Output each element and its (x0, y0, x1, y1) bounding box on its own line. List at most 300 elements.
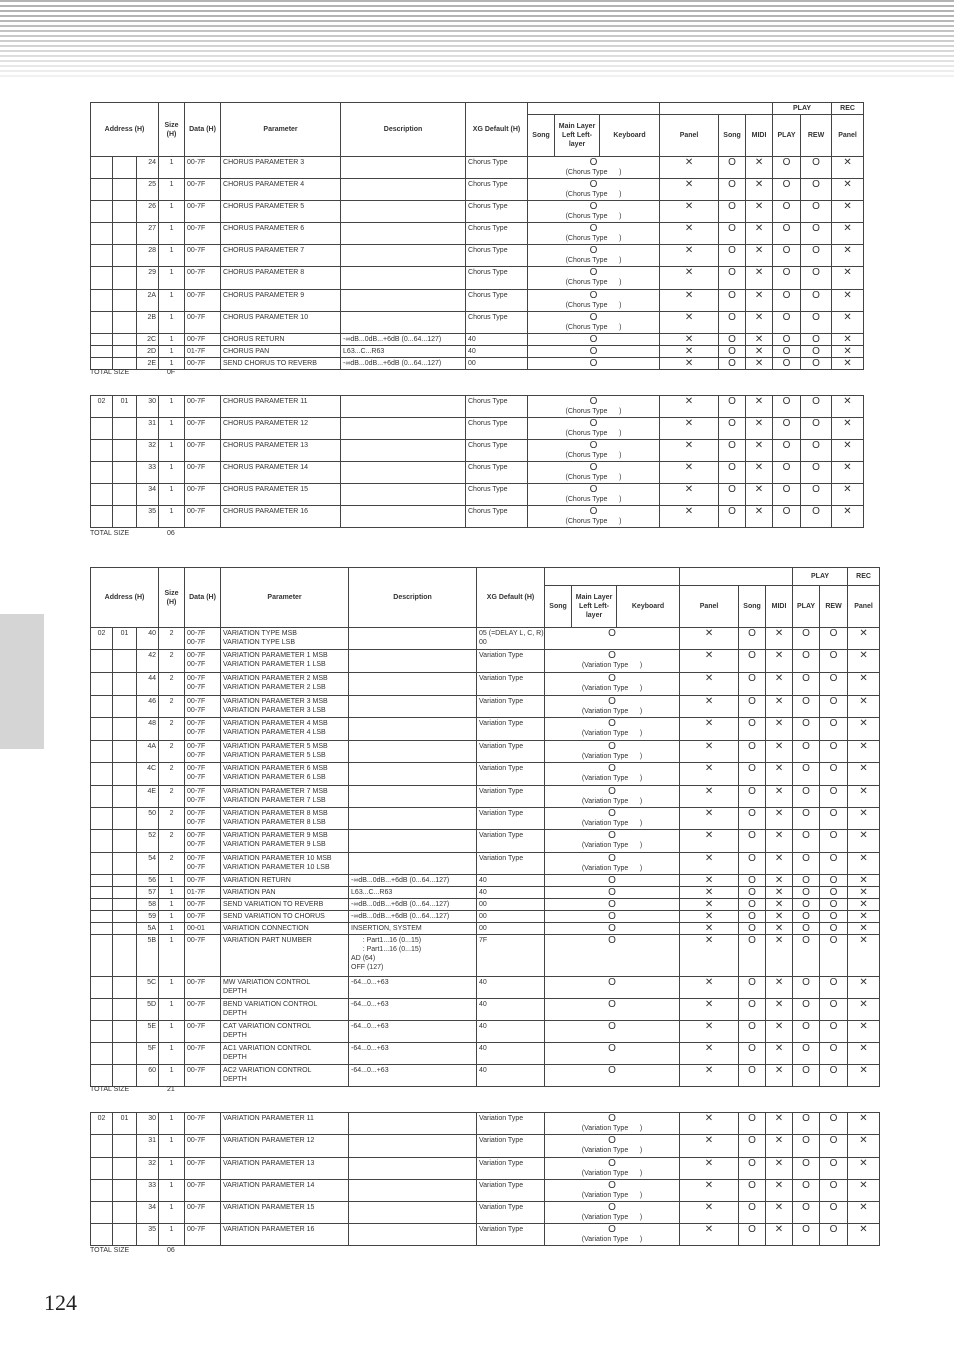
xg-default-cell: Chorus Type (466, 267, 528, 290)
cross-icon-panel: ✕ (680, 786, 739, 808)
address-lo: 33 (137, 1180, 159, 1202)
cross-icon-panel: ✕ (660, 223, 719, 245)
part-assign-cell (528, 358, 660, 370)
type-note: (Variation Type ) (581, 1170, 643, 1177)
description-cell (341, 179, 466, 201)
circle-icon-play: O (793, 718, 820, 741)
part-assign-cell (545, 875, 680, 887)
xg-default-cell: Chorus Type (466, 201, 528, 223)
header-blank (660, 103, 773, 115)
cross-icon-midi: ✕ (746, 179, 773, 201)
size-cell: 1 (159, 290, 185, 312)
header-size: Size (H) (159, 568, 185, 628)
address-hi (91, 650, 113, 673)
circle-icon-song: O (739, 808, 766, 830)
part-assign-cell (545, 923, 680, 935)
address-lo: 40 (137, 628, 159, 650)
cross-icon-midi: ✕ (766, 650, 793, 673)
cross-icon-rec-panel: ✕ (848, 911, 880, 923)
table-row (91, 923, 880, 935)
circle-icon-rew: O (820, 650, 848, 673)
circle-icon-song: O (739, 1043, 766, 1065)
table-row (91, 418, 864, 440)
circle-icon-song: O (719, 179, 746, 201)
circle-icon: O (589, 484, 598, 495)
circle-icon-rew: O (801, 223, 832, 245)
xg-default-cell: Chorus Type (466, 440, 528, 462)
circle-icon-rew: O (801, 312, 832, 334)
xg-default-cell: Variation Type (477, 1202, 545, 1224)
cross-icon-midi: ✕ (746, 334, 773, 346)
circle-icon-play: O (793, 935, 820, 977)
circle-icon-play: O (793, 1224, 820, 1246)
page-number: 124 (44, 1290, 77, 1315)
cross-icon-midi: ✕ (766, 1135, 793, 1158)
address-hi (91, 977, 113, 999)
parameter-cell: VARIATION PARAMETER 1 MSB VARIATION PARAMETER 1 LSB (221, 650, 349, 673)
size-cell: 2 (159, 650, 185, 673)
circle-icon-rew: O (801, 179, 832, 201)
address-mid (113, 1224, 137, 1246)
cross-icon-panel: ✕ (660, 179, 719, 201)
cross-icon-rec-panel: ✕ (848, 1180, 880, 1202)
cross-icon-midi: ✕ (766, 923, 793, 935)
header-data: Data (H) (185, 103, 221, 157)
table-row (91, 245, 864, 267)
total-size-label: TOTAL SIZE (90, 1247, 130, 1254)
cross-icon-midi: ✕ (746, 267, 773, 290)
parameter-cell: VARIATION PARAMETER 2 MSB VARIATION PARAMETER 2 LSB (221, 673, 349, 696)
circle-icon: O (608, 977, 616, 988)
address-mid (113, 1043, 137, 1065)
part-assign-cell (545, 935, 680, 977)
cross-icon-panel: ✕ (680, 741, 739, 763)
cross-icon-rec-panel: ✕ (848, 763, 880, 786)
description-cell (341, 484, 466, 506)
description-cell (341, 312, 466, 334)
data-range-cell: 00-7F 00-7F (185, 808, 221, 830)
data-range-cell: 00-7F (185, 201, 221, 223)
cross-icon-panel: ✕ (680, 875, 739, 887)
table-row (91, 830, 880, 853)
address-lo: 42 (137, 650, 159, 673)
data-range-cell: 00-7F (185, 1180, 221, 1202)
xg-default-cell: Chorus Type (466, 418, 528, 440)
cross-icon-rec-panel: ✕ (848, 673, 880, 696)
cross-icon-midi: ✕ (746, 418, 773, 440)
description-cell: : Part1...16 (0...15) : Part1...16 (0...15) AD (64) OFF (127) (349, 935, 477, 977)
part-assign-cell (545, 741, 680, 763)
circle-icon-song: O (739, 853, 766, 875)
size-cell: 1 (159, 1065, 185, 1087)
address-mid (113, 358, 137, 370)
cross-icon-panel: ✕ (680, 1180, 739, 1202)
part-assign-cell (528, 396, 660, 418)
cross-icon-rec-panel: ✕ (832, 462, 864, 484)
circle-icon-song: O (719, 223, 746, 245)
size-cell: 2 (159, 763, 185, 786)
parameter-cell: VARIATION PAN (221, 887, 349, 899)
cross-icon-midi: ✕ (746, 396, 773, 418)
address-mid (113, 696, 137, 718)
data-range-cell: 00-7F (185, 1158, 221, 1180)
address-hi (91, 223, 113, 245)
circle-icon-rew: O (820, 911, 848, 923)
part-assign-cell (528, 201, 660, 223)
description-cell: -∞dB...0dB...+6dB (0...64...127) (349, 875, 477, 887)
circle-icon-play: O (773, 418, 801, 440)
address-lo: 26 (137, 201, 159, 223)
address-mid (113, 741, 137, 763)
cross-icon-midi: ✕ (766, 899, 793, 911)
circle-icon: O (608, 830, 616, 841)
address-hi (91, 245, 113, 267)
size-cell: 1 (159, 267, 185, 290)
description-cell: -∞dB...0dB...+6dB (0...64...127) (341, 334, 466, 346)
size-cell: 1 (159, 1180, 185, 1202)
circle-icon: O (589, 418, 598, 429)
circle-icon: O (589, 290, 598, 301)
address-mid (113, 346, 137, 358)
part-assign-cell (528, 267, 660, 290)
description-cell: -64...0...+63 (349, 977, 477, 999)
cross-icon-midi: ✕ (766, 673, 793, 696)
description-cell: -∞dB...0dB...+6dB (0...64...127) (349, 911, 477, 923)
circle-icon-song: O (719, 484, 746, 506)
address-mid (113, 290, 137, 312)
data-range-cell: 00-7F (185, 1113, 221, 1135)
xg-default-cell: 40 (477, 1021, 545, 1043)
circle-icon: O (608, 763, 616, 774)
type-note: (Variation Type ) (581, 730, 643, 737)
part-assign-cell (545, 718, 680, 741)
address-mid: 01 (113, 628, 137, 650)
address-mid (113, 1065, 137, 1087)
size-cell: 1 (159, 179, 185, 201)
type-note: (Variation Type ) (581, 1236, 643, 1243)
table-row (91, 1224, 880, 1246)
parameter-cell: CHORUS PARAMETER 5 (221, 201, 341, 223)
address-lo: 31 (137, 1135, 159, 1158)
header-rec-panel: Panel (832, 115, 864, 157)
cross-icon-midi: ✕ (766, 786, 793, 808)
parameter-cell: VARIATION CONNECTION (221, 923, 349, 935)
header-parameter: Parameter (221, 103, 341, 157)
data-range-cell: 00-7F (185, 484, 221, 506)
address-mid (113, 484, 137, 506)
cross-icon-midi: ✕ (766, 1158, 793, 1180)
table-row (91, 696, 880, 718)
address-hi (91, 1135, 113, 1158)
total-size-label: TOTAL SIZE (90, 1086, 130, 1093)
part-assign-cell (545, 763, 680, 786)
address-mid (113, 673, 137, 696)
size-cell: 1 (159, 312, 185, 334)
data-range-cell: 00-7F (185, 157, 221, 179)
xg-default-cell: Variation Type (477, 1224, 545, 1246)
cross-icon-rec-panel: ✕ (832, 506, 864, 528)
circle-icon-play: O (793, 911, 820, 923)
cross-icon-panel: ✕ (680, 999, 739, 1021)
header-play-sub: PLAY (773, 115, 801, 157)
part-assign-cell (528, 223, 660, 245)
part-assign-cell (528, 506, 660, 528)
cross-icon-rec-panel: ✕ (832, 245, 864, 267)
description-cell (349, 830, 477, 853)
xg-default-cell: Variation Type (477, 786, 545, 808)
circle-icon-song: O (719, 245, 746, 267)
table-row (91, 1021, 880, 1043)
circle-icon-song: O (739, 1202, 766, 1224)
type-note: (Variation Type ) (581, 775, 643, 782)
circle-icon-play: O (773, 334, 801, 346)
data-range-cell: 00-7F 00-7F (185, 650, 221, 673)
cross-icon-rec-panel: ✕ (832, 267, 864, 290)
data-range-cell: 00-7F (185, 312, 221, 334)
part-assign-cell (528, 462, 660, 484)
xg-default-cell: 00 (466, 358, 528, 370)
circle-icon: O (608, 853, 616, 864)
type-note: (Chorus Type ) (565, 279, 622, 286)
description-cell (349, 808, 477, 830)
circle-icon: O (589, 201, 598, 212)
cross-icon-midi: ✕ (766, 911, 793, 923)
circle-icon: O (589, 267, 598, 278)
address-mid (113, 179, 137, 201)
data-range-cell: 01-7F (185, 887, 221, 899)
description-cell: INSERTION, SYSTEM (349, 923, 477, 935)
address-lo: 5C (137, 977, 159, 999)
size-cell: 1 (159, 484, 185, 506)
circle-icon-play: O (793, 999, 820, 1021)
circle-icon-song: O (719, 157, 746, 179)
parameter-cell: VARIATION RETURN (221, 875, 349, 887)
address-lo: 32 (137, 440, 159, 462)
parameter-cell: VARIATION PARAMETER 9 MSB VARIATION PARAMETER 9 LSB (221, 830, 349, 853)
address-hi (91, 911, 113, 923)
description-cell (349, 718, 477, 741)
address-lo: 24 (137, 157, 159, 179)
data-range-cell: 00-01 (185, 923, 221, 935)
description-cell (349, 1202, 477, 1224)
cross-icon-panel: ✕ (680, 808, 739, 830)
circle-icon-play: O (773, 201, 801, 223)
address-hi (91, 506, 113, 528)
header-xg-default: XG Default (H) (477, 568, 545, 628)
cross-icon-rec-panel: ✕ (832, 334, 864, 346)
parameter-cell: VARIATION PARAMETER 7 MSB VARIATION PARAMETER 7 LSB (221, 786, 349, 808)
table-row (91, 899, 880, 911)
address-lo: 59 (137, 911, 159, 923)
table-row (91, 462, 864, 484)
circle-icon: O (608, 1021, 616, 1032)
cross-icon-panel: ✕ (660, 290, 719, 312)
header-song-2: Song (719, 115, 746, 157)
circle-icon-play: O (793, 808, 820, 830)
circle-icon-song: O (739, 999, 766, 1021)
address-lo: 54 (137, 853, 159, 875)
circle-icon-play: O (793, 899, 820, 911)
parameter-cell: CHORUS PARAMETER 9 (221, 290, 341, 312)
part-assign-cell (545, 696, 680, 718)
cross-icon-rec-panel: ✕ (848, 935, 880, 977)
address-hi (91, 312, 113, 334)
xg-default-cell: 7F (477, 935, 545, 977)
circle-icon: O (608, 1113, 616, 1124)
circle-icon-rew: O (801, 346, 832, 358)
address-lo: 5B (137, 935, 159, 977)
header-rec-panel: Panel (848, 586, 880, 628)
cross-icon-rec-panel: ✕ (848, 696, 880, 718)
data-range-cell: 00-7F 00-7F (185, 830, 221, 853)
description-cell (349, 628, 477, 650)
address-mid (113, 1158, 137, 1180)
cross-icon-midi: ✕ (746, 440, 773, 462)
circle-icon-rew: O (801, 334, 832, 346)
cross-icon-rec-panel: ✕ (848, 853, 880, 875)
cross-icon-panel: ✕ (660, 462, 719, 484)
cross-icon-midi: ✕ (766, 875, 793, 887)
xg-default-cell: Variation Type (477, 830, 545, 853)
cross-icon-rec-panel: ✕ (848, 718, 880, 741)
circle-icon-play: O (773, 506, 801, 528)
xg-default-cell: Chorus Type (466, 312, 528, 334)
address-hi (91, 346, 113, 358)
size-cell: 1 (159, 999, 185, 1021)
circle-icon-song: O (719, 506, 746, 528)
header-blank (528, 103, 660, 115)
table-row (91, 1043, 880, 1065)
address-lo: 4E (137, 786, 159, 808)
type-note: (Variation Type ) (581, 1125, 643, 1132)
circle-icon-rew: O (820, 853, 848, 875)
cross-icon-panel: ✕ (680, 1202, 739, 1224)
circle-icon-song: O (739, 875, 766, 887)
cross-icon-rec-panel: ✕ (848, 628, 880, 650)
data-range-cell: 00-7F (185, 899, 221, 911)
parameter-cell: CHORUS PARAMETER 15 (221, 484, 341, 506)
xg-default-cell: 00 (477, 923, 545, 935)
cross-icon-panel: ✕ (660, 484, 719, 506)
circle-icon-play: O (793, 673, 820, 696)
cross-icon-panel: ✕ (660, 201, 719, 223)
parameter-cell: VARIATION PARAMETER 12 (221, 1135, 349, 1158)
cross-icon-panel: ✕ (660, 440, 719, 462)
address-lo: 2A (137, 290, 159, 312)
cross-icon-rec-panel: ✕ (848, 887, 880, 899)
address-lo: 5E (137, 1021, 159, 1043)
description-cell (341, 245, 466, 267)
table-row (91, 346, 864, 358)
header-song-2: Song (739, 586, 766, 628)
parameter-cell: CHORUS PAN (221, 346, 341, 358)
address-mid (113, 977, 137, 999)
address-lo: 2C (137, 334, 159, 346)
parameter-cell: SEND CHORUS TO REVERB (221, 358, 341, 370)
cross-icon-midi: ✕ (766, 830, 793, 853)
total-size-value: 06 (167, 530, 175, 537)
parameter-cell: VARIATION PARAMETER 6 MSB VARIATION PARAMETER 6 LSB (221, 763, 349, 786)
xg-default-cell: Chorus Type (466, 484, 528, 506)
size-cell: 1 (159, 1224, 185, 1246)
circle-icon-song: O (739, 1113, 766, 1135)
cross-icon-panel: ✕ (680, 718, 739, 741)
parameter-cell: VARIATION PARAMETER 15 (221, 1202, 349, 1224)
address-hi (91, 201, 113, 223)
parameter-cell: CHORUS PARAMETER 14 (221, 462, 341, 484)
circle-icon: O (608, 1224, 616, 1235)
xg-default-cell: 00 (477, 911, 545, 923)
circle-icon: O (608, 923, 616, 934)
circle-icon: O (608, 935, 616, 946)
circle-icon-rew: O (820, 830, 848, 853)
circle-icon-rew: O (820, 673, 848, 696)
cross-icon-midi: ✕ (746, 462, 773, 484)
type-note: (Variation Type ) (581, 753, 643, 760)
parameter-cell: VARIATION PART NUMBER (221, 935, 349, 977)
description-cell (341, 506, 466, 528)
parameter-cell: VARIATION PARAMETER 13 (221, 1158, 349, 1180)
data-range-cell: 00-7F (185, 935, 221, 977)
header-keyboard: Keyboard (617, 586, 680, 628)
parameter-cell: VARIATION PARAMETER 11 (221, 1113, 349, 1135)
header-blank (545, 568, 680, 586)
header-blank (680, 568, 793, 586)
address-hi (91, 418, 113, 440)
circle-icon-rew: O (801, 396, 832, 418)
address-mid (113, 853, 137, 875)
circle-icon-rew: O (820, 923, 848, 935)
address-hi (91, 290, 113, 312)
cross-icon-rec-panel: ✕ (848, 1135, 880, 1158)
table-row (91, 887, 880, 899)
xg-default-cell: 40 (477, 999, 545, 1021)
address-mid (113, 808, 137, 830)
cross-icon-rec-panel: ✕ (848, 1158, 880, 1180)
circle-icon-rew: O (820, 628, 848, 650)
type-note: (Variation Type ) (581, 842, 643, 849)
circle-icon-rew: O (820, 1021, 848, 1043)
cross-icon-panel: ✕ (680, 1158, 739, 1180)
cross-icon-midi: ✕ (766, 741, 793, 763)
xg-default-cell: Variation Type (477, 696, 545, 718)
xg-default-cell: Chorus Type (466, 290, 528, 312)
cross-icon-midi: ✕ (766, 763, 793, 786)
cross-icon-midi: ✕ (766, 1021, 793, 1043)
circle-icon: O (589, 346, 598, 357)
circle-icon-song: O (719, 267, 746, 290)
cross-icon-panel: ✕ (680, 763, 739, 786)
circle-icon-rew: O (820, 741, 848, 763)
circle-icon: O (589, 312, 598, 323)
circle-icon: O (589, 334, 598, 345)
header-keyboard: Keyboard (600, 115, 660, 157)
address-mid (113, 935, 137, 977)
cross-icon-rec-panel: ✕ (848, 786, 880, 808)
circle-icon-rew: O (820, 696, 848, 718)
address-hi (91, 462, 113, 484)
xg-default-cell: 00 (477, 899, 545, 911)
part-assign-cell (545, 1180, 680, 1202)
address-lo: 60 (137, 1065, 159, 1087)
circle-icon-song: O (739, 718, 766, 741)
circle-icon-play: O (793, 830, 820, 853)
parameter-cell: SEND VARIATION TO CHORUS (221, 911, 349, 923)
type-note: (Variation Type ) (581, 662, 643, 669)
circle-icon: O (608, 1135, 616, 1146)
table-row (91, 358, 864, 370)
parameter-table (90, 567, 880, 1087)
